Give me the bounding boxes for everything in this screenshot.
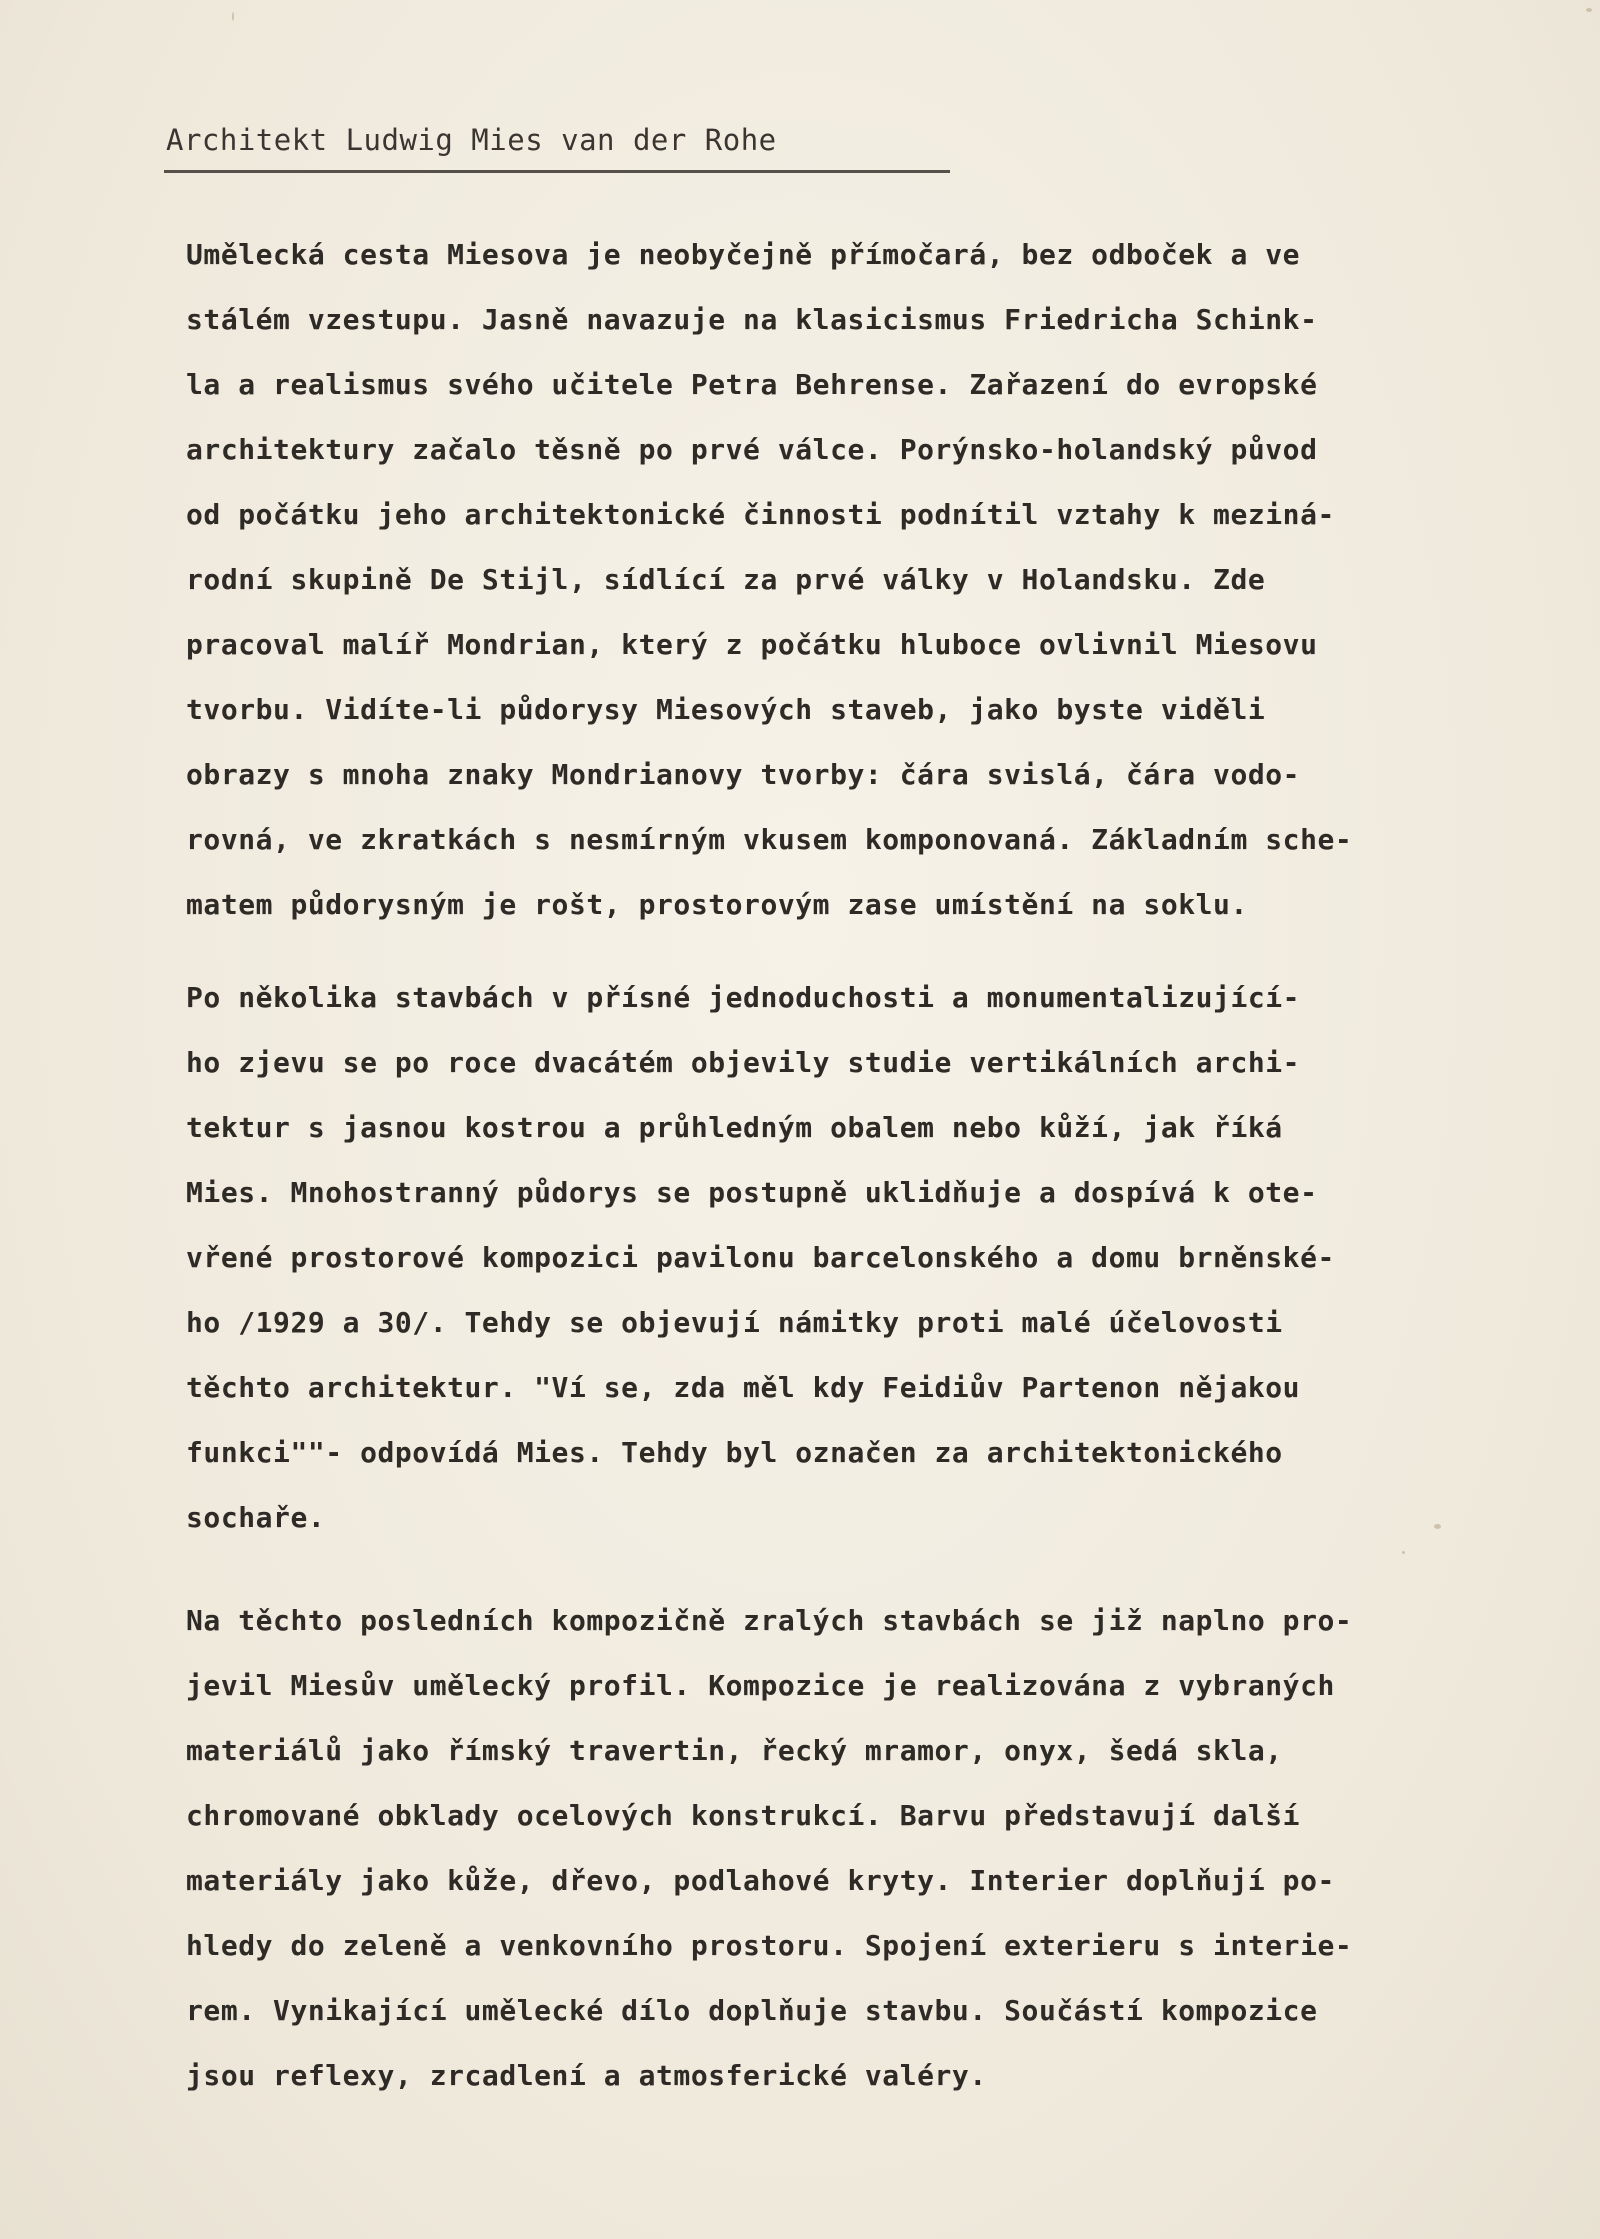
text-line: těchto architektur. "Ví se, zda měl kdy Feidiův Partenon nějakou [186, 1371, 1301, 1404]
text-line: tvorbu. Vidíte-li půdorysy Miesových staveb, jako byste viděli [186, 693, 1266, 726]
paper-speck [1402, 1551, 1405, 1554]
text-line: materiálů jako římský travertin, řecký mramor, onyx, šedá skla, [186, 1734, 1283, 1767]
text-line: od počátku jeho architektonické činnosti podnítil vztahy k meziná- [186, 498, 1335, 531]
text-line: rem. Vynikající umělecké dílo doplňuje stavbu. Součástí kompozice [186, 1994, 1318, 2027]
title-underline [164, 170, 950, 173]
text-line: obrazy s mnoha znaky Mondrianovy tvorby: čára svislá, čára vodo- [186, 758, 1301, 791]
paragraph-1 [186, 222, 1352, 937]
text-line: rovná, ve zkratkách s nesmírným vkusem komponovaná. Základním sche- [186, 823, 1353, 856]
paragraph-3 [186, 1588, 1352, 2108]
text-line: matem půdorysným je rošt, prostorovým zase umístění na soklu. [186, 888, 1248, 921]
text-line: rodní skupině De Stijl, sídlící za prvé války v Holandsku. Zde [186, 563, 1266, 596]
text-line: tektur s jasnou kostrou a průhledným obalem nebo kůží, jak říká [186, 1111, 1283, 1144]
text-line: Umělecká cesta Miesova je neobyčejně přímočará, bez odboček a ve [186, 238, 1301, 271]
text-line: vřené prostorové kompozici pavilonu barcelonského a domu brněnské- [186, 1241, 1335, 1274]
text-line: pracoval malíř Mondrian, který z počátku hluboce ovlivnil Miesovu [186, 628, 1318, 661]
paper-speck [1434, 1524, 1441, 1529]
text-line: Mies. Mnohostranný půdorys se postupně uklidňuje a dospívá k ote- [186, 1176, 1318, 1209]
paragraph-2 [186, 965, 1335, 1550]
text-line: ho zjevu se po roce dvacátém objevily studie vertikálních archi- [186, 1046, 1301, 1079]
text-line: Po několika stavbách v přísné jednoduchosti a monumentalizující- [186, 981, 1301, 1014]
text-line: la a realismus svého učitele Petra Behrense. Zařazení do evropské [186, 368, 1318, 401]
document-title: Architekt Ludwig Mies van der Rohe [166, 123, 777, 157]
paper-speck [1586, 8, 1592, 12]
text-line: hledy do zeleně a venkovního prostoru. Spojení exterieru s interie- [186, 1929, 1353, 1962]
text-line: jevil Miesův umělecký profil. Kompozice je realizována z vybraných [186, 1669, 1335, 1702]
text-line: jsou reflexy, zrcadlení a atmosferické valéry. [186, 2059, 987, 2092]
text-line: chromované obklady ocelových konstrukcí. Barvu představují další [186, 1799, 1301, 1832]
text-line: funkci""- odpovídá Mies. Tehdy byl označen za architektonického [186, 1436, 1283, 1469]
text-line: Na těchto posledních kompozičně zralých stavbách se již naplno pro- [186, 1604, 1353, 1637]
text-line: stálém vzestupu. Jasně navazuje na klasicismus Friedricha Schink- [186, 303, 1318, 336]
text-line: materiály jako kůže, dřevo, podlahové kryty. Interier doplňují po- [186, 1864, 1335, 1897]
text-line: ho /1929 a 30/. Tehdy se objevují námitky proti malé účelovosti [186, 1306, 1283, 1339]
paper-speck [232, 12, 234, 21]
text-line: sochaře. [186, 1501, 326, 1534]
text-line: architektury začalo těsně po prvé válce. Porýnsko-holandský původ [186, 433, 1318, 466]
